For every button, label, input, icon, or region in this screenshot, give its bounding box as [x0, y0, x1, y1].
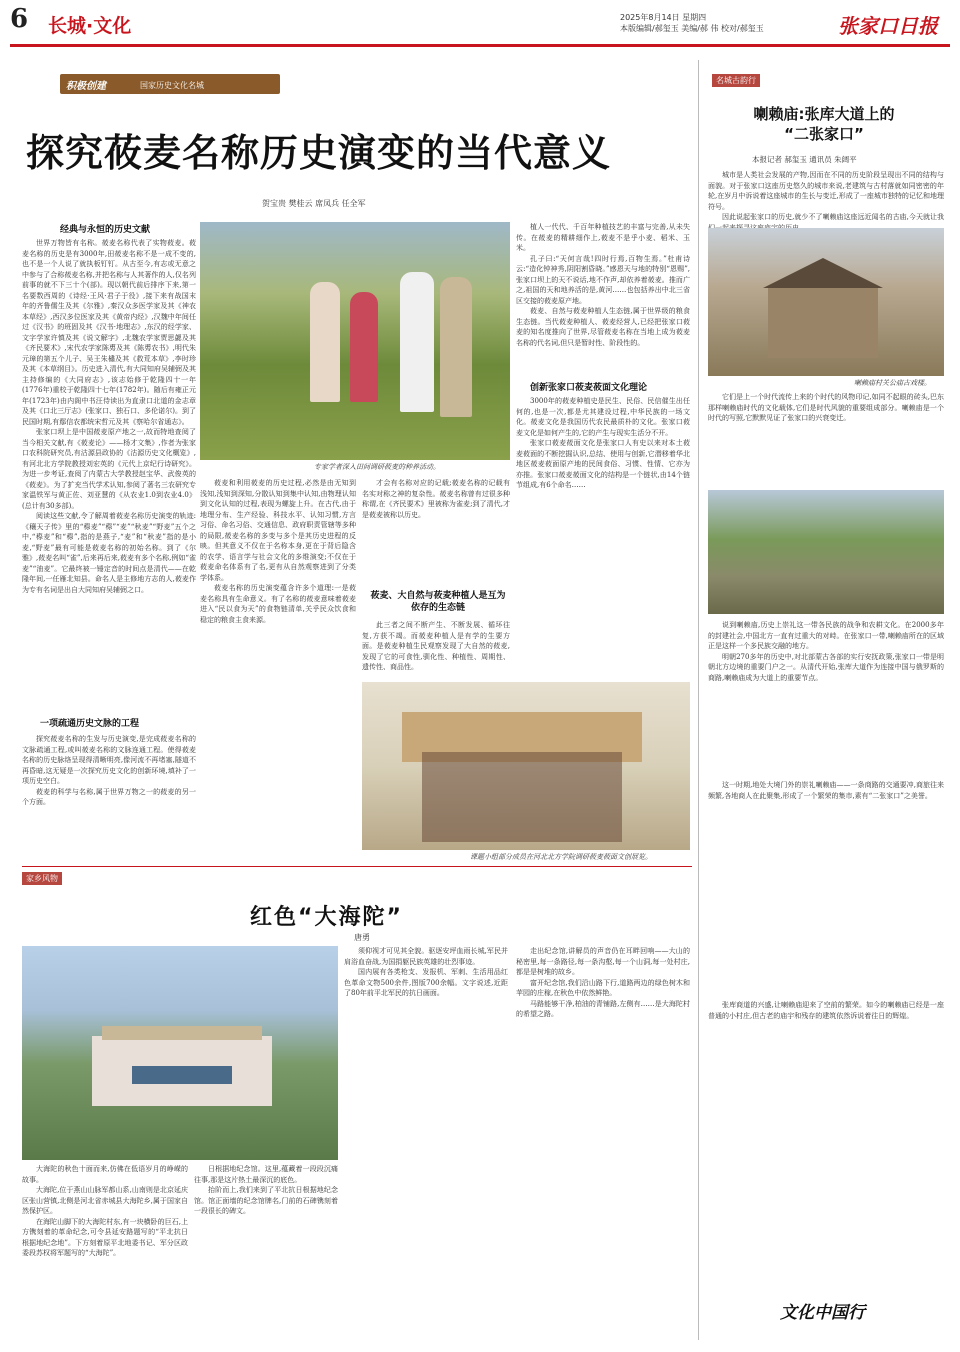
- paragraph: 大海陀,位于燕山山脉军都山系,山南则是北京延庆区张山营镇,北侧是河北省赤城县大海陀乡,属于国家自然保护区。: [22, 1186, 188, 1215]
- right-text-3: [708, 620, 944, 780]
- exhibition-photo: [362, 682, 690, 850]
- main-col1-text-b: [22, 734, 196, 858]
- paragraph: 张家口坝上是中国莜麦原产地之一,故而特地查阅了当今相关文献,有《莜麦论》——杨才文集》,作者为张家口农科院研究员,有沽源县政协的《沽源历史文化概览》,有河北北方学院教授刘宏英的《元代上京纪行诗研究》。为进一步考证,查阅了内蒙古大学教授赵宝华、武俊英的《莜麦》。为了扩充当代学术认知,参阅了著名三农研究专家温铁军与黄正佐、刘亚慧的《从农业1.0到农业4.0》(总计有30多部)。: [22, 428, 196, 510]
- subhead-3: 莜麦、大自然与莜麦种植人是互为依存的生态链: [370, 591, 506, 613]
- memorial-sign: [132, 1066, 232, 1084]
- paragraph: 3000年的莜麦种植史是民生、民俗、民信催生出任何的,也是一次,都是尤其建设过程,中华民族的一场文化。莜麦文化是我国历代农民最质朴的文化。张家口莜麦文化是如何产生的,它的产生与现实生活分不开。: [516, 397, 690, 437]
- paragraph: 这一时期,地处大境门外的崇礼喇赖庙——一条商路的交通要冲,商旅往来频繁,各地商人在此聚集,形成了一个繁荣的集市,素有“二张家口”之美誉。: [708, 781, 944, 800]
- newspaper-logo: 张家口日报: [838, 14, 938, 38]
- temple-roof: [748, 258, 898, 288]
- right-text-1: [708, 170, 944, 224]
- paragraph: 国内展有各类枪支、发报机、军刺、生活用品红色革命文物500余件,图版700余幅。文字说述,近距了80年前平北军民的抗日画面。: [344, 968, 508, 997]
- paragraph: 马路能够干净,柏油的青铺路,左侧有……是大海陀村的希望之路。: [516, 999, 690, 1018]
- bottom-headline: 红色“大海陀”: [250, 905, 403, 930]
- paragraph: 世界万物皆有名称。莜麦名称代表了实物莜麦。莜麦名称的历史是有3000年,田莜麦名称不是一成不变的,也不是一个人说了就执板钉钉。从古至今,有志或无意之中参与了合称莜麦名称,并把名称与人其著作的人,仅名列前事的就不下三十个(部)。现以朝代前后排序下来,第一名要数西周的《诗经·王风·君子于役》,接下来有战国末年的齐鲁儒生及其《尔雅》,秦汉众多医学家及其《神农本草经》,西汉多位医家及其《黄帝内经》,汉魏中年间任过《汉书》的班固及其《汉书·地理志》,东汉的经学家、文字学家许慎及其《说文解字》,北魏农学家贾思勰及其《齐民要术》,宋代农学家陈旉及其《陈旉农书》,明代朱元璋的第五个儿子、吴王朱橚及其《救荒本草》,李时珍及其《本草纲目》。历史进入清代,有大同知府吴辅弼及其主持修编的《大同府志》,该志始修于乾隆四十一年(1776年)重校于乾隆四十七年(1782年)。随后有雍正元年(1723年)由内阁中书汪侍读出为直隶口北道的金志章及其《口北三厅志》(张家口、独石口、多伦诺尔)。到了民国时期,有鄢信农都统宋哲元及其《察哈尔省通志》。: [22, 239, 196, 426]
- editor-credits: 本版编辑/郝玺玉 美编/郝 伟 校对/郝玺玉: [620, 24, 764, 33]
- memorial-roof: [102, 1026, 262, 1040]
- field-research-photo: [200, 222, 510, 460]
- paragraph: 富开纪念馆,我们沿山路下行,道路两边的绿色树木和苹园的庄稼,在秋色中依然鲜艳。: [516, 978, 690, 997]
- bottom-col4-text: [516, 946, 690, 1344]
- paragraph: 大海陀的秋色十面而来,仿佛在低语岁月的峥嵘的故事。: [22, 1165, 188, 1184]
- right-headline-line2: “二张家口”: [784, 125, 864, 143]
- main-col4-text: [516, 222, 690, 382]
- photo1-caption: 专家学者深入田间调研莜麦的种养活动。: [314, 463, 440, 471]
- main-col3-text: [362, 478, 510, 584]
- bottom-author: 唐勇: [354, 933, 370, 942]
- main-authors: 贺宝贵 樊桂云 席凤兵 任全军: [262, 199, 366, 208]
- right-photo-caption: 喇赖庙村关公庙古戏楼。: [854, 379, 931, 387]
- right-text-2: [708, 392, 944, 484]
- paragraph: 明朝270多年的历史中,对北部蒙古各部的实行安抚政策,张家口一带是明朝北方边境的重要门户之一。从清代开始,张库大道作为连接中国与俄罗斯的商路,喇赖庙成为大道上的重要节点。: [708, 652, 944, 682]
- opera-stage-photo: [708, 228, 944, 376]
- header-meta: [620, 12, 764, 34]
- paragraph: 张家口莜麦莜面文化是张家口人有史以来对本土莜麦莜面的不断挖掘认识,总结、使用与创新,它潜移着华北地区莜麦莜面原产地的民间食俗、习惯、性情、它亦为亦推。张家口莜麦莜面文化的结构是一个链状,由14个链节组成,有6个命名……: [516, 439, 690, 489]
- person-figure: [400, 272, 434, 412]
- banner-label-a: 积极创建: [66, 81, 106, 92]
- bottom-section-tag: 家乡风物: [22, 872, 62, 885]
- right-headline: [706, 104, 942, 144]
- paragraph: 须仰视才可见其全貌。驱逐安坪血雨长城,军民并肩浴血奋战,为国捐躯民族英雄的壮烈事迹。: [344, 947, 508, 966]
- paragraph: 在海陀山脚下的大海陀村东,有一块横卧的巨石,上方镌刻着的革命纪念,可令县延安路题写的“平北抗日根据地纪念地”。下方刻着原平北地委书记、军分区政委段苏权将军题写的“大海陀”。: [22, 1217, 188, 1257]
- paragraph: 孔子曰:“天何言哉!四时行焉,百物生焉。”杜甫诗云:“造化钟神秀,阴阳割昏晓。”感恩天与地的特别“恩赐”,张家口坝上的天不说话,地不作声,却依养着莜麦。推而广之,祖国的天和地养活的是,黄河……也包括养出中北三省区交接的莜麦原产地。: [516, 254, 690, 305]
- paragraph: 阅读这些文献,令了解周着莜麦名称历史演变的轨迹:《穰天子传》里的“穄麦”“穄”“麦”“秋麦”“野麦”五个之中,“穄麦”和“穄”,指的是燕子,“麦”和“秋麦”指的是小麦,“野麦”最有可能是莜麦名称的初始名称。到了《尔雅》,莜麦名叫“雀”,后来再后来,莜麦有多个名称,例如“雀麦”“油麦”。它最终被一锤定音的时间点是清代——在乾隆年间,一任雁北知县。命名人是主修地方志的人,莜麦作为专有名词是出自大同知府吴辅弼之口。: [22, 512, 196, 594]
- subhead-4: 创新张家口莜麦莜面文化理论: [530, 383, 648, 393]
- subhead-1: 经典与永恒的历史文献: [60, 225, 151, 235]
- right-text-4: [708, 780, 944, 900]
- paragraph: 才会有名称对应的记载;莜麦名称的记载有名实对称之神的复杂性。莜麦名称曾有过很多种称谓,在《齐民要术》里被称为雀麦;到了清代,才是莜麦被称以历史。: [362, 479, 510, 519]
- banner-label-b: 国家历史文化名城: [140, 81, 204, 90]
- paragraph: 莜麦的科学与名称,属于世界万物之一的莜麦的另一个方面。: [22, 787, 196, 806]
- page-number: 6: [10, 4, 29, 34]
- right-text-5: [708, 1000, 944, 1200]
- person-figure: [350, 292, 378, 402]
- village-landscape-photo: [708, 490, 944, 614]
- right-section-tag: 名城古韵行: [712, 74, 760, 87]
- paragraph: 张库商道的兴盛,让喇赖庙迎来了空前的繁荣。如今的喇赖庙已经是一座普通的小村庄,但古老的庙宇和残存的建筑依然诉说着往日的辉煌。: [708, 1001, 944, 1020]
- section-title: 长城·文化: [48, 15, 132, 37]
- photo2-caption: 课题小组部分成员在河北北方学院调研莜麦莜面文创展览。: [470, 853, 652, 861]
- paragraph: 抬阶而上,我们来到了平北抗日根据地纪念馆。馆正面墙的纪念馆牌名,门前的石碑镌刻着一段很长的碑文。: [194, 1186, 338, 1215]
- paragraph: 莜麦和利用莜麦的历史过程,必然是由无知到浅知,浅知到深知,分散认知到集中认知,由物理认知到文化认知的过程,表现为螺旋上升。在古代,由于地理分布、生产经验、科技水平、认知习惯,方言习俗、命名习俗、交通信息、政府职责管辖等多种的局限,莜麦名称的多变与多个是其历史进程的反映。但其意义不仅在于名称本身,更在于背后隐含的农学、语言学与社会文化的多维演变;不仅在于莜麦命名体系有了名,更有从自然观察进到了分类学体系。: [200, 479, 356, 582]
- header-divider: [10, 44, 950, 47]
- main-headline: 探究莜麦名称历史演变的当代意义: [26, 131, 612, 175]
- bottom-divider: [22, 866, 692, 867]
- main-col2-text: [200, 478, 356, 858]
- paragraph: 走出纪念馆,讲解员的声音仍在耳畔回响——大山的秘密里,每一条路径,每一条沟壑,每一个山洞,每一处村庄,都是是树堆的故乡。: [516, 947, 690, 976]
- paragraph: 它们是上一个时代流传上来的个时代的风物印记,如同不起眼的砖头,巴东那样喇赖庙时代的文化载体,它们是时代风貌的重要组成部分。喇赖庙是一个时代的写照,它默默见证了张家口的兴衰变迁。: [708, 393, 944, 422]
- main-col4-text-b: [516, 396, 690, 676]
- paragraph: 因此说起张家口的历史,就少不了喇赖庙这座远近闻名的古庙,今天就让我: [722, 213, 944, 221]
- issue-date: 2025年8月14日 星期四: [620, 13, 707, 22]
- paragraph: 植人一代代、千百年种植技艺的丰富与完善,从未失传。在莜麦的精耕细作上,莜麦不是乎小麦、稻米、玉米。: [516, 223, 690, 252]
- group-figures: [422, 752, 622, 842]
- paragraph: 莜麦、自然与莜麦种植人生态链,属于世界级的粮食生态链。当代莜麦种植人、莜麦经营人,已经把张家口莜麦的知名度推向了世界,尽管莜麦名称在当地上成为莜麦名称的代名词,但只是暂时性、阶段性的。: [516, 307, 690, 347]
- right-byline: 本报记者 郝玺玉 通讯员 朱阔平: [752, 155, 857, 164]
- paragraph: 日根据地纪念馆。这里,蕴藏着一段段沉痛往事,那是这片热土最深沉的底色。: [194, 1165, 338, 1184]
- right-headline-line1: 喇赖庙:张库大道上的: [753, 105, 895, 123]
- person-figure: [310, 282, 340, 402]
- footer-column-logo: 文化中国行: [780, 1303, 865, 1323]
- paragraph: 城市是人类社会发展的产物,因而在不同的历史阶段呈现出不同的结构与面貌。对于张家口这座历史悠久的城市来说,老建筑与古村落就如同密密的年轮,在岁月中诉说着这座城市的生长与变迁,形成了一座城市独特的记忆和地理符号。: [708, 171, 944, 211]
- temple-wall: [768, 288, 878, 358]
- bottom-col1-text: [22, 1164, 188, 1344]
- paragraph: 此三者之间不断产生、不断发展、循环往复,方获不竭。而莜麦种植人是有学的生要方面。是莜麦种植生民观察发现了大自然的莜麦,发现了它的可食性,驯化性、种植性、周期性、遗传性、商品性。: [362, 621, 510, 671]
- bottom-col3-text: [344, 946, 508, 1344]
- person-figure: [440, 277, 472, 417]
- paragraph: 探究莜麦名称的生发与历史演变,是完成莜麦名称的文脉疏通工程,或叫莜麦名称的文脉连通工程。使得莜麦名称的历史脉络呈现得清晰明亮,像河流不再堵塞,隧道不再昏暗,这无疑是一次探究历史文化的创新环境,填补了一项历史空白。: [22, 735, 196, 785]
- bottom-col2-text: [194, 1164, 338, 1344]
- column-divider: [698, 60, 699, 1340]
- main-col1-text: [22, 238, 196, 634]
- memorial-hall-photo: [22, 946, 338, 1160]
- paragraph: 说到喇赖庙,历史上崇礼这一带各民族的战争和农耕文化。在2000多年的封建社会,中国北方一直有过重大的对峙。在张家口一带,喇赖庙所在的区域正是这样一个多民族交融的地方。: [708, 621, 944, 650]
- subhead-2: 一项疏通历史文脉的工程: [40, 719, 140, 729]
- paragraph: 莜麦名称的历史演变蕴含许多个道理:一是莜麦名称具有生命意义。有了名称的莜麦意味着莜麦进入“民以食为天”的食物链清单,关乎民众饮食和稳定的粮食主食来源。: [200, 584, 356, 624]
